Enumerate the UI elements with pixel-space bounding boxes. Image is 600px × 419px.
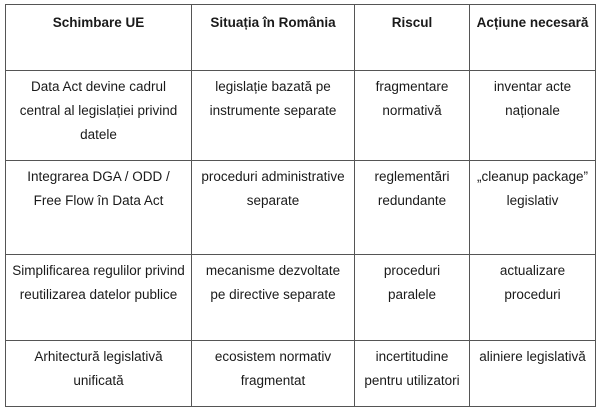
cell-required-action: „cleanup package” legislativ bbox=[470, 161, 596, 255]
cell-risk: proceduri paralele bbox=[355, 255, 470, 341]
cell-romania-situation: ecosistem normativ fragmentat bbox=[192, 341, 355, 407]
header-romania-situation: Situația în România bbox=[192, 5, 355, 71]
cell-eu-change: Arhitectură legislativă unificată bbox=[6, 341, 192, 407]
cell-required-action: aliniere legislativă bbox=[470, 341, 596, 407]
cell-eu-change: Simplificarea regulilor privind reutilizarea datelor publice bbox=[6, 255, 192, 341]
cell-risk: incertitudine pentru utilizatori bbox=[355, 341, 470, 407]
cell-required-action: actualizare proceduri bbox=[470, 255, 596, 341]
cell-risk: reglementări redundante bbox=[355, 161, 470, 255]
header-risk: Riscul bbox=[355, 5, 470, 71]
cell-risk: fragmentare normativă bbox=[355, 71, 470, 161]
table-header-row bbox=[6, 5, 596, 71]
cell-eu-change: Data Act devine cadrul central al legislației privind datele bbox=[6, 71, 192, 161]
table-row bbox=[6, 71, 596, 161]
cell-romania-situation: legislație bazată pe instrumente separate bbox=[192, 71, 355, 161]
cell-eu-change: Integrarea DGA / ODD / Free Flow în Data Act bbox=[6, 161, 192, 255]
cell-romania-situation: mecanisme dezvoltate pe directive separate bbox=[192, 255, 355, 341]
header-required-action: Acțiune necesară bbox=[470, 5, 596, 71]
cell-romania-situation: proceduri administrative separate bbox=[192, 161, 355, 255]
policy-table bbox=[5, 4, 596, 407]
header-eu-change: Schimbare UE bbox=[6, 5, 192, 71]
table-row bbox=[6, 255, 596, 341]
table-row bbox=[6, 161, 596, 255]
table-row bbox=[6, 341, 596, 407]
cell-required-action: inventar acte naționale bbox=[470, 71, 596, 161]
